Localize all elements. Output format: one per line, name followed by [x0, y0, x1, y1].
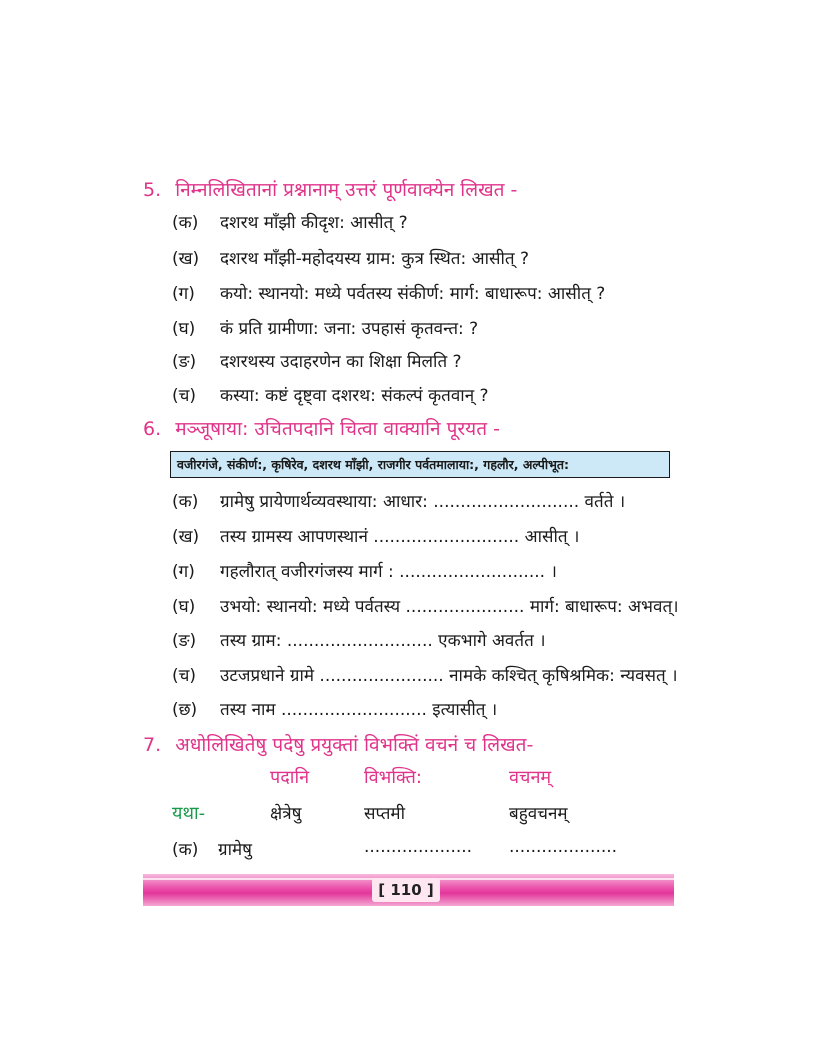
q5-item-gha	[172, 316, 478, 339]
item-label: (ङ)	[172, 352, 197, 372]
item-text: कस्या: कष्टं दृष्ट्वा दशरथ: संकल्पं कृतवान् ?	[220, 386, 489, 406]
col-header-vachanam: वचनम्	[509, 767, 552, 788]
page-number: [ 110 ]	[372, 878, 440, 902]
word-box: वजीरगंजे, संकीर्ण:, कृषिरेव, दशरथ माँझी, राजगीर पर्वतमालाया:, गहलौर, अल्पीभूत:	[170, 451, 670, 478]
example-label: यथा-	[172, 803, 206, 824]
item-label: (घ)	[172, 597, 196, 617]
q5-item-kha	[172, 246, 529, 269]
q6-item-gha	[172, 594, 679, 617]
q7-row-vachanam-blank: ....................	[509, 837, 618, 857]
q5-item-nga	[172, 349, 462, 372]
item-label: (ख)	[172, 527, 200, 547]
q6-item-chha	[172, 697, 497, 720]
q6-item-ka	[172, 489, 625, 512]
q7-number: 7.	[143, 734, 162, 756]
q5-title: निम्नलिखितानां प्रश्नानाम् उत्तरं पूर्णवाक्येन लिखत -	[175, 179, 518, 201]
example-vibhakti: सप्तमी	[364, 804, 405, 824]
item-text: कं प्रति ग्रामीणा: जना: उपहासं कृतवन्त: ?	[220, 319, 479, 339]
item-label: (च)	[172, 386, 197, 406]
col-header-padani: पदानि	[270, 767, 310, 788]
item-label: (क)	[172, 492, 199, 512]
item-text: कयो: स्थानयो: मध्ये पर्वतस्य संकीर्ण: मार्ग: बाधारूप: आसीत् ?	[220, 284, 606, 304]
col-header-vibhakti: विभक्ति:	[364, 767, 422, 788]
q7-row-vibhakti-blank: ....................	[364, 837, 473, 857]
item-label: (ग)	[172, 562, 195, 582]
q5-item-ka	[172, 210, 408, 233]
item-label: (घ)	[172, 319, 196, 339]
item-text: तस्य नाम ........................... इत्यासीत् ।	[220, 700, 498, 720]
q6-item-kha	[172, 524, 579, 547]
q5-item-ga	[172, 281, 605, 304]
q5-heading	[143, 176, 517, 202]
item-label: (छ)	[172, 700, 198, 720]
example-vachanam: बहुवचनम्	[509, 804, 568, 824]
item-text: ग्रामेषु प्रायेणार्थव्यवस्थाया: आधार: ........................... वर्तते ।	[220, 492, 626, 512]
q6-item-nga	[172, 628, 546, 651]
q5-item-cha	[172, 383, 489, 406]
item-text: तस्य ग्रामस्य आपणस्थानं ........................... आसीत् ।	[220, 527, 580, 547]
item-label: (ङ)	[172, 631, 197, 651]
q6-item-ga	[172, 559, 557, 582]
q7-title: अधोलिखितेषु पदेषु प्रयुक्तां विभक्तिं वचनं च लिखत-	[175, 734, 534, 756]
item-label: (ख)	[172, 249, 200, 269]
item-text: उभयो: स्थानयो: मध्ये पर्वतस्य ...................... मार्ग: बाधारूप: अभवत्।	[220, 597, 679, 617]
item-text: दशरथ माँझी कीदृश: आसीत् ?	[220, 213, 408, 233]
item-text: दशरथस्य उदाहरणेन का शिक्षा मिलति ?	[220, 352, 462, 372]
q6-item-cha	[172, 663, 678, 686]
item-label: (क)	[172, 213, 199, 233]
q7-heading	[143, 731, 533, 757]
q7-row-label: (क)	[172, 840, 199, 860]
q7-row-pad: ग्रामेषु	[218, 840, 252, 860]
example-pad: क्षेत्रेषु	[270, 804, 302, 824]
item-text: दशरथ माँझी-महोदयस्य ग्राम: कुत्र स्थित: आसीत् ?	[220, 249, 530, 269]
item-text: तस्य ग्राम: ........................... एकभागे अवर्तत ।	[220, 631, 546, 651]
q5-number: 5.	[143, 179, 162, 201]
q6-title: मञ्जूषाया: उचितपदानि चित्वा वाक्यानि पूरयत -	[175, 418, 500, 440]
q6-number: 6.	[143, 418, 162, 440]
q6-heading	[143, 415, 500, 441]
item-text: गहलौरात् वजीरगंजस्य मार्ग : ........................... ।	[220, 562, 557, 582]
item-label: (च)	[172, 666, 197, 686]
item-text: उटजप्रधाने ग्रामे ....................... नामके कश्चित् कृषिश्रमिक: न्यवसत् ।	[220, 666, 678, 686]
item-label: (ग)	[172, 284, 195, 304]
